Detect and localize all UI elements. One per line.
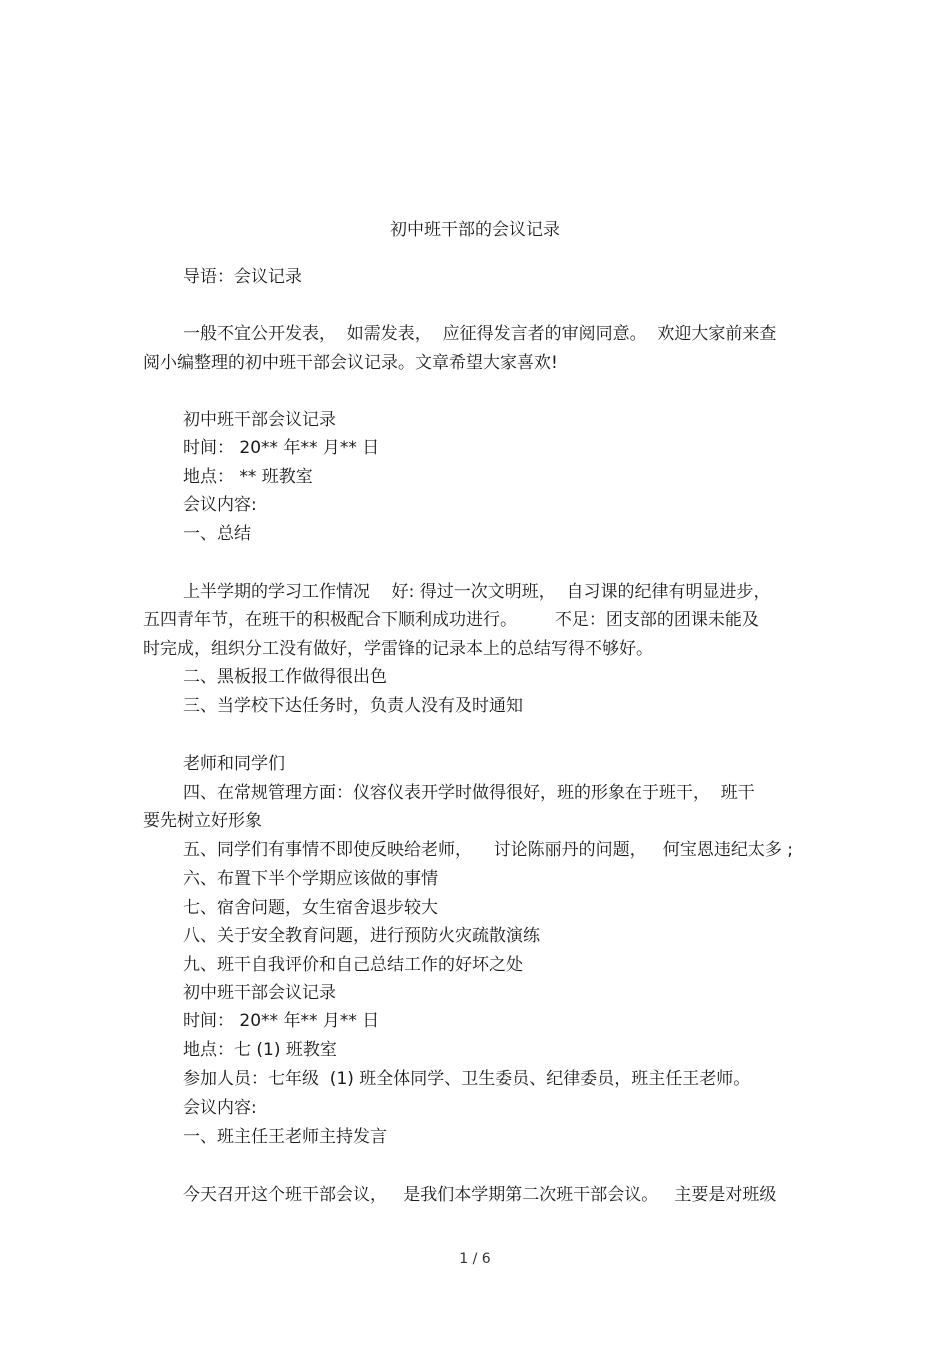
paragraph-line: 五、同学们有事情不即使反映给老师， 讨论陈丽丹的问题， 何宝恩违纪太多 ; bbox=[183, 840, 793, 860]
paragraph-line: 地点： ** 班教室 bbox=[183, 467, 313, 487]
paragraph-line: 初中班干部会议记录 bbox=[183, 983, 336, 1003]
paragraph-line: 会议内容: bbox=[183, 495, 257, 515]
paragraph-line: 一、班主任王老师主持发言 bbox=[183, 1127, 387, 1147]
paragraph-line: 老师和同学们 bbox=[183, 754, 285, 774]
paragraph-line: 时完成，组织分工没有做好，学雷锋的记录本上的总结写得不够好。 bbox=[143, 639, 653, 659]
paragraph-line: 导语：会议记录 bbox=[183, 267, 302, 287]
paragraph-line: 要先树立好形象 bbox=[143, 811, 262, 831]
paragraph-line: 七、宿舍问题，女生宿舍退步较大 bbox=[183, 898, 438, 918]
paragraph-line: 初中班干部会议记录 bbox=[183, 410, 336, 430]
paragraph-line: 六、布置下半个学期应该做的事情 bbox=[183, 869, 438, 889]
paragraph-line: 八、关于安全教育问题，进行预防火灾疏散演练 bbox=[183, 926, 540, 946]
paragraph-line: 一般不宜公开发表， 如需发表， 应征得发言者的审阅同意。 欢迎大家前来查 bbox=[183, 324, 777, 344]
paragraph-line: 地点：七 (1) 班教室 bbox=[183, 1040, 337, 1060]
paragraph-line: 今天召开这个班干部会议， 是我们本学期第二次班干部会议。 主要是对班级 bbox=[183, 1185, 777, 1205]
paragraph-line: 四、在常规管理方面：仪容仪表开学时做得很好，班的形象在于班干， 班干 bbox=[183, 783, 755, 803]
paragraph-line: 时间： 20** 年** 月** 日 bbox=[183, 438, 380, 458]
page-number: 1 / 6 bbox=[459, 1251, 491, 1267]
paragraph-line: 会议内容: bbox=[183, 1098, 257, 1118]
paragraph-line: 参加人员：七年级 (1) 班全体同学、卫生委员、纪律委员，班主任王老师。 bbox=[183, 1069, 751, 1089]
paragraph-line: 阅小编整理的初中班干部会议记录。文章希望大家喜欢! bbox=[143, 353, 558, 373]
document-title: 初中班干部的会议记录 bbox=[390, 220, 560, 240]
paragraph-line: 二、黑板报工作做得很出色 bbox=[183, 667, 387, 687]
paragraph-line: 一、总结 bbox=[183, 524, 251, 544]
paragraph-line: 上半学期的学习工作情况 好: 得过一次文明班， 自习课的纪律有明显进步， bbox=[183, 582, 771, 602]
paragraph-line: 五四青年节，在班干的积极配合下顺利成功进行。 不足：团支部的团课未能及 bbox=[143, 610, 759, 630]
paragraph-line: 九、班干自我评价和自己总结工作的好坏之处 bbox=[183, 955, 523, 975]
paragraph-line: 时间： 20** 年** 月** 日 bbox=[183, 1011, 380, 1031]
paragraph-line: 三、当学校下达任务时，负责人没有及时通知 bbox=[183, 696, 523, 716]
